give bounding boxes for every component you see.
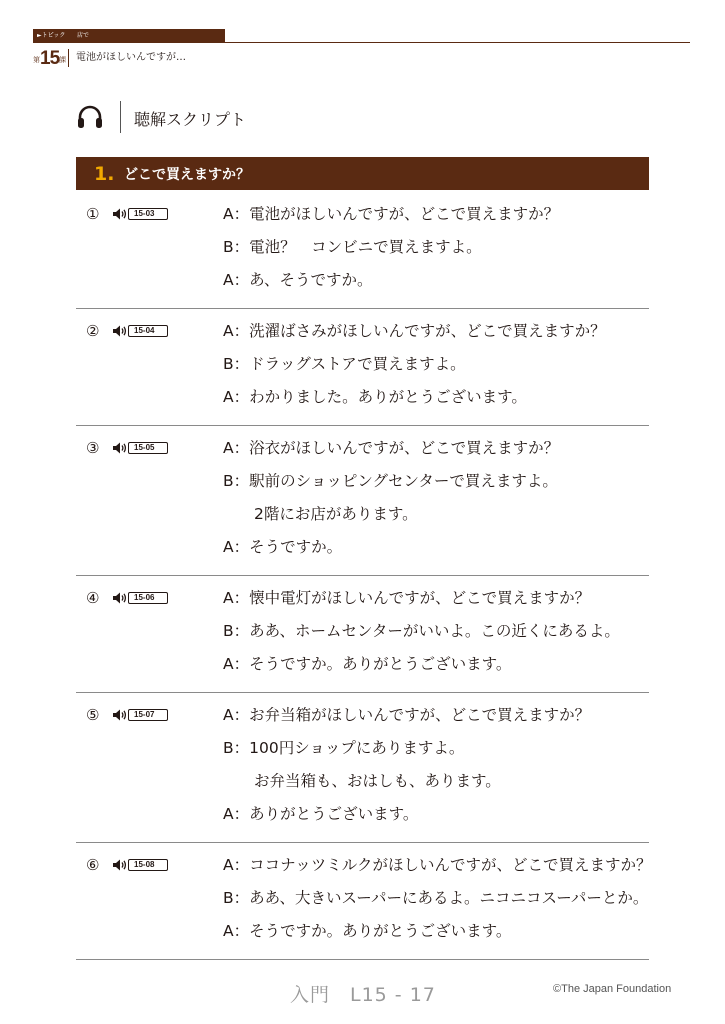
dialogue-line: B：ああ、大きいスーパーにあるよ。ニコニコスーパーとか。 bbox=[223, 889, 649, 907]
lesson-suffix: 課 bbox=[59, 57, 67, 64]
dialogue-line: A：洗濯ばさみがほしいんですが、どこで買えますか？ bbox=[223, 322, 606, 340]
dialogue-row bbox=[76, 692, 649, 843]
audio-track-label[interactable]: 15-05 bbox=[128, 442, 168, 454]
dialogue-lines bbox=[223, 198, 559, 297]
dialogue-lines bbox=[223, 849, 652, 948]
dialogue-lines bbox=[223, 582, 620, 681]
dialogue-line: A：ココナッツミルクがほしいんですが、どこで買えますか？ bbox=[223, 856, 652, 874]
dialogue-header bbox=[86, 438, 168, 458]
dialogue-line: A：そうですか。ありがとうございます。 bbox=[223, 922, 512, 940]
dialogue-header bbox=[86, 705, 168, 725]
dialogue-line: A：あ、そうですか。 bbox=[223, 271, 373, 289]
dialogue-lines bbox=[223, 432, 559, 564]
dialogue-line: A：ありがとうございます。 bbox=[223, 805, 419, 823]
lesson-divider bbox=[68, 49, 69, 67]
topic-divider bbox=[33, 42, 690, 43]
section-divider bbox=[120, 101, 121, 133]
lesson-title: 電池がほしいんですが… bbox=[76, 52, 186, 63]
audio-track-label[interactable]: 15-03 bbox=[128, 208, 168, 220]
topic-tag: ►トピック bbox=[37, 32, 66, 39]
audio-icon bbox=[112, 591, 127, 605]
audio-icon bbox=[112, 207, 127, 221]
dialogue-row bbox=[76, 191, 649, 309]
dialogue-line: A：浴衣がほしいんですが、どこで買えますか？ bbox=[223, 439, 560, 457]
headphones-icon bbox=[76, 103, 104, 131]
dialogue-number: ⑤ bbox=[86, 706, 100, 724]
dialogue-line: A：電池がほしいんですが、どこで買えますか？ bbox=[223, 205, 560, 223]
dialogue-number: ① bbox=[86, 205, 100, 223]
dialogue-row bbox=[76, 308, 649, 426]
lesson-number-label bbox=[33, 48, 66, 68]
audio-icon bbox=[112, 324, 127, 338]
lesson-prefix: 第 bbox=[33, 57, 40, 64]
dialogue-line: A：そうですか。ありがとうございます。 bbox=[223, 655, 512, 673]
section-heading bbox=[76, 100, 246, 134]
dialogue-line: A：わかりました。ありがとうございます。 bbox=[223, 388, 527, 406]
topic-name: 店で bbox=[77, 32, 90, 39]
dialogue-line: B：ああ、ホームセンターがいいよ。この近くにあるよ。 bbox=[223, 622, 620, 640]
dialogue-header bbox=[86, 588, 168, 608]
audio-track-label[interactable]: 15-08 bbox=[128, 859, 168, 871]
question-number: 1. bbox=[94, 162, 115, 185]
dialogue-number: ③ bbox=[86, 439, 100, 457]
question-bar bbox=[76, 157, 649, 190]
dialogue-line: お弁当箱も、おはしも、あります。 bbox=[254, 772, 501, 790]
dialogue-line: B：ドラッグストアで買えますよ。 bbox=[223, 355, 466, 373]
dialogue-row bbox=[76, 842, 652, 960]
lesson-number: 15 bbox=[40, 48, 60, 69]
dialogue-line: A：懐中電灯がほしいんですが、どこで買えますか？ bbox=[223, 589, 591, 607]
dialogue-lines bbox=[223, 315, 606, 414]
dialogue-header bbox=[86, 204, 168, 224]
audio-track-label[interactable]: 15-07 bbox=[128, 709, 168, 721]
audio-track-label[interactable]: 15-06 bbox=[128, 592, 168, 604]
dialogue-number: ④ bbox=[86, 589, 100, 607]
dialogue-line: B：100円ショップにありますよ。 bbox=[223, 739, 465, 757]
audio-icon bbox=[112, 708, 127, 722]
dialogue-line: B：駅前のショッピングセンターで買えますよ。 bbox=[223, 472, 558, 490]
audio-track-label[interactable]: 15-04 bbox=[128, 325, 168, 337]
dialogue-line: 2階にお店があります。 bbox=[254, 505, 418, 523]
copyright: ©The Japan Foundation bbox=[553, 983, 672, 995]
dialogue-line: A：そうですか。 bbox=[223, 538, 343, 556]
dialogue-number: ⑥ bbox=[86, 856, 100, 874]
question-text: どこで買えますか？ bbox=[124, 166, 250, 183]
section-title: 聴解スクリプト bbox=[134, 110, 247, 129]
dialogue-row bbox=[76, 575, 649, 693]
dialogue-line: A：お弁当箱がほしいんですが、どこで買えますか？ bbox=[223, 706, 591, 724]
dialogue-number: ② bbox=[86, 322, 100, 340]
audio-icon bbox=[112, 441, 127, 455]
dialogue-header bbox=[86, 321, 168, 341]
dialogue-row bbox=[76, 425, 649, 576]
topic-tab bbox=[33, 29, 225, 42]
audio-icon bbox=[112, 858, 127, 872]
page-number: 入門 L15 - 17 bbox=[290, 984, 436, 1006]
dialogue-header bbox=[86, 855, 168, 875]
dialogue-line: B：電池？ コンビニで買えますよ。 bbox=[223, 238, 482, 256]
dialogue-lines bbox=[223, 699, 590, 831]
